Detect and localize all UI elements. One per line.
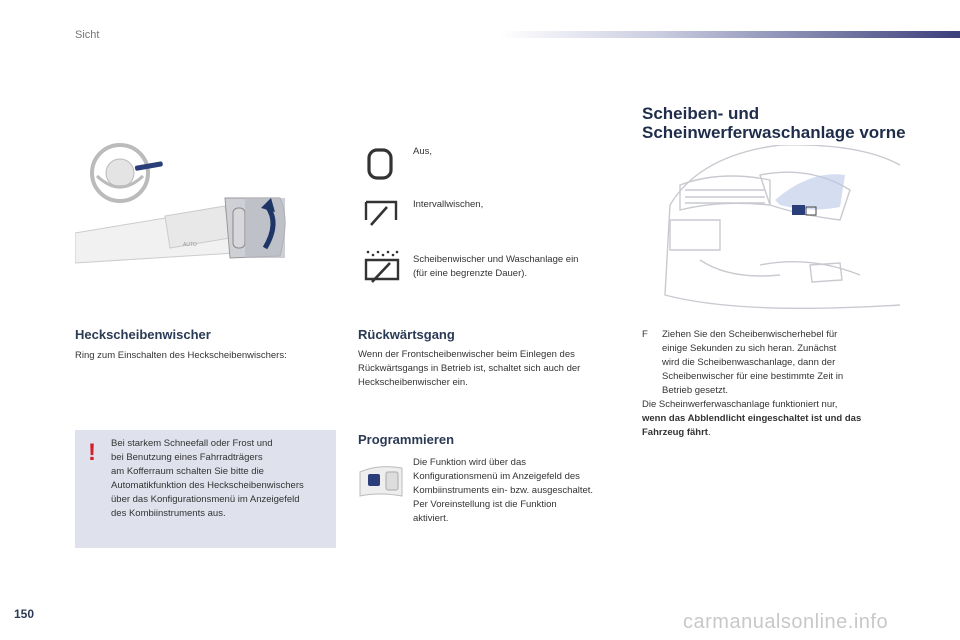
header-bar [500,31,960,38]
programming-heading: Programmieren [358,432,455,447]
rear-wiper-heading: Heckscheibenwischer [75,327,211,342]
svg-text:AUTO: AUTO [183,242,197,248]
reverse-heading: Rückwärtsgang [358,327,455,342]
wiper-off-icon [365,147,395,181]
wiper-wash-icon [363,249,401,287]
washer-note-bold: wenn das Abblendlicht eingeschaltet ist und das [642,413,862,424]
warning-icon: ! [88,439,96,466]
control-panel-illustration [358,462,404,503]
warning-text: Bei starkem Schneefall oder Frost und bei Benutzung eines Fahrradträgers am Kofferraum schalten Sie bitte die Automatikfunktion des Heckscheibenwischers über das Konfigurationsmenü im Anzeigefeld des Kombiinstruments aus. [111,438,304,519]
rear-wiper-text: Ring zum Einschalten des Heckscheibenwischers: [75,350,287,361]
wiper-stalk-illustration [75,138,337,273]
watermark: carmanualsonline.info [683,611,889,633]
washer-instruction: F Ziehen Sie den Scheibenwischerhebel für einige Sekunden zu sich heran. Zunächst wird die Scheibenwaschanlage, dann der Scheibenwischer für eine bestimmte Zeit in Betrieb gesetzt. Die Scheinwerferwaschanlage funktioniert nur, wenn das Abblendlicht eingeschaltet ist und das Fahrzeug fährt. [642,328,922,440]
page-number: 150 [14,607,35,621]
mode-intermittent-text: Intervallwischen, [413,199,484,210]
bullet-marker: F [642,329,648,340]
mode-off-text: Aus, [413,146,433,157]
mode-wash-text: Scheibenwischer und Waschanlage ein (für eine begrenzte Dauer). [413,254,579,279]
washer-heading: Scheiben- und Scheinwerferwaschanlage vorne [642,104,906,142]
programming-text: Die Funktion wird über das Konfigurationsmenü im Anzeigefeld des Kombiinstruments ein- bzw. ausgeschaltet. Per Voreinstellung ist die Funktion aktiviert. [413,457,594,524]
section-label: Sicht [75,29,100,41]
car-front-illustration [660,145,905,320]
washer-note: Die Scheinwerferwaschanlage funktioniert nur, [642,399,838,410]
reverse-text: Wenn der Frontscheibenwischer beim Einlegen des Rückwärtsgangs in Betrieb ist, schaltet sich auch der Heckscheibenwischer ein. [358,349,581,388]
wiper-intermittent-icon [363,198,399,228]
